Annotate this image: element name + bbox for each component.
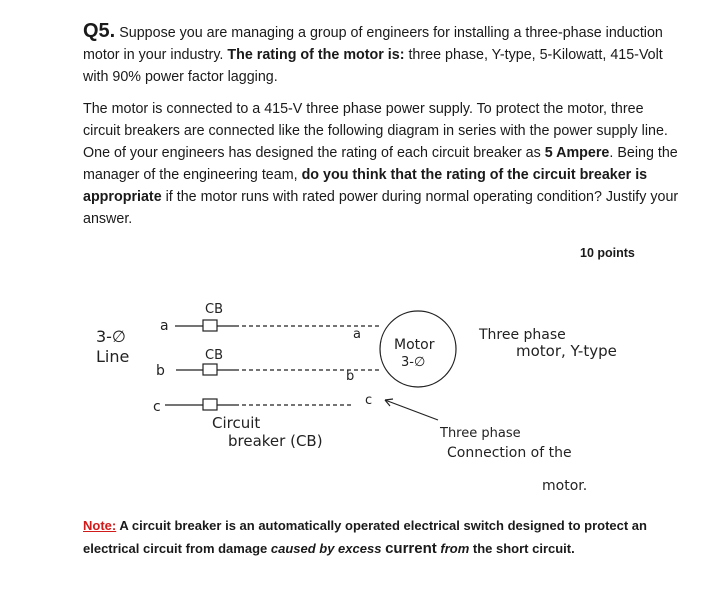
conn-desc-line-3: motor. bbox=[542, 478, 588, 494]
motor-label-1: Motor bbox=[394, 337, 435, 353]
question-block bbox=[83, 20, 683, 230]
setup-text: The motor is connected to a 415-V three phase power supply. To protect the motor, three circuit breakers are connected like the following diagram in series with the power supply line. One of your engineers has designed the rating of each circuit breaker as bbox=[83, 101, 668, 161]
note-text-5: the short circuit. bbox=[469, 541, 575, 556]
cb-top-label: CB bbox=[205, 302, 223, 317]
condition-text: if the motor runs with rated power during normal operating condition? Justify your answer. bbox=[83, 189, 679, 227]
cb-middle-label: CB bbox=[205, 348, 223, 363]
main-question: do you think that the rating of the circuit breaker is appropriate bbox=[83, 167, 648, 205]
supply-label-1: 3-∅ bbox=[96, 327, 126, 346]
line-c-label: c bbox=[153, 399, 161, 415]
motor-label-2: 3-∅ bbox=[401, 355, 426, 370]
circuit-diagram bbox=[0, 280, 705, 510]
note-text-from: from bbox=[440, 541, 470, 556]
conn-desc-line-1: Three phase bbox=[440, 426, 521, 441]
motor-desc-line-1: Three phase bbox=[479, 327, 566, 343]
question-paragraph-2 bbox=[83, 98, 683, 230]
note-text-1: A circuit breaker is an automatically operated electrical switch designed to protect an electrical circuit from damage bbox=[83, 518, 647, 556]
cb-label-line-2: breaker (CB) bbox=[228, 432, 323, 450]
motor-desc-line-2: motor, Y-type bbox=[516, 342, 617, 360]
motor-terminal-b: b bbox=[346, 369, 355, 384]
motor-rating-label: The rating of the motor is: bbox=[227, 47, 405, 63]
question-intro: Suppose you are managing a group of engineers for installing a three-phase induction motor in your industry. bbox=[83, 25, 663, 63]
note-label: Note: bbox=[83, 518, 117, 533]
note-block bbox=[83, 514, 683, 560]
conn-desc-line-2: Connection of the bbox=[447, 445, 572, 461]
motor-terminal-a: a bbox=[353, 327, 361, 342]
cb-label-line-1: Circuit bbox=[212, 414, 261, 432]
breaker-c bbox=[203, 399, 217, 410]
question-number: Q5. bbox=[83, 20, 116, 42]
note-text-2: caused by excess bbox=[270, 541, 382, 556]
motor-rating-text: three phase, Y-type, 5-Kilowatt, 415-Volt with 90% power factor lagging. bbox=[83, 47, 663, 85]
breaker-a bbox=[203, 320, 217, 331]
breaker-b bbox=[203, 364, 217, 375]
question-paragraph-1 bbox=[83, 20, 683, 88]
points-label: 10 points bbox=[580, 246, 635, 260]
connection-arrow-line bbox=[385, 400, 438, 420]
breaker-rating: 5 Ampere bbox=[544, 145, 610, 161]
manager-text: . Being the manager of the engineering team, bbox=[83, 145, 678, 183]
motor-terminal-c: c bbox=[365, 393, 373, 408]
note-current: current bbox=[385, 540, 437, 557]
line-b-label: b bbox=[156, 363, 165, 379]
line-a-label: a bbox=[160, 318, 169, 334]
supply-label-2: Line bbox=[96, 347, 130, 366]
